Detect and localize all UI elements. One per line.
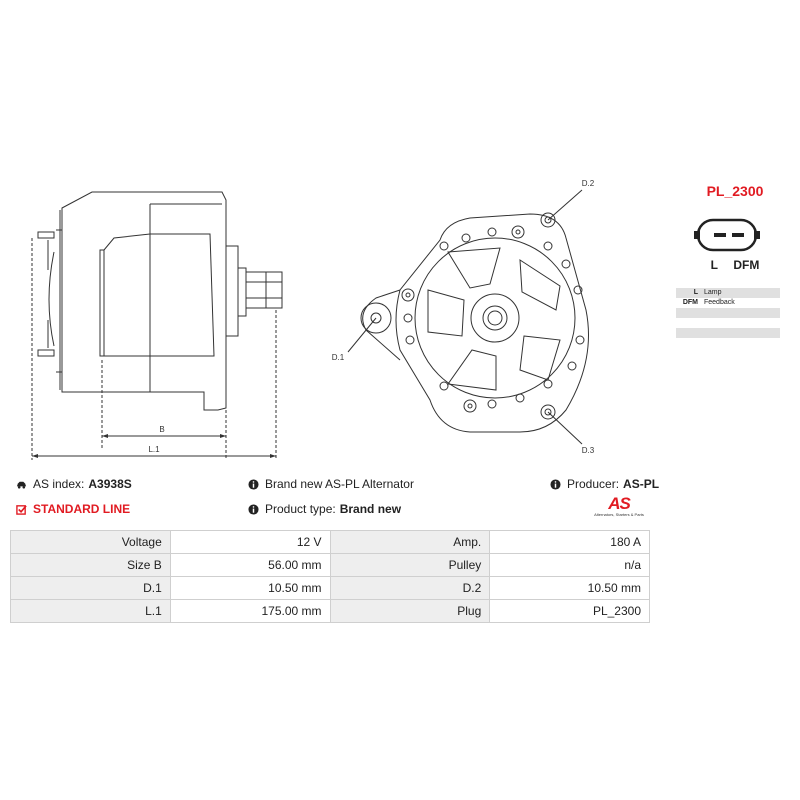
table-row: Voltage 12 V Amp. 180 A: [11, 531, 650, 554]
as-index-label: AS index:: [33, 477, 85, 491]
plug-legend: [676, 288, 780, 338]
dim-d3-label: D.3: [581, 446, 595, 455]
plug-connector-icon: [694, 216, 764, 254]
plug-pin-dfm: DFM: [733, 258, 760, 272]
legend-row: [676, 318, 780, 328]
as-index-value: A3938S: [88, 477, 132, 491]
legend-row: [676, 328, 780, 338]
plug-code: PL_2300: [706, 183, 764, 199]
table-row: L.1 175.00 mm Plug PL_2300: [11, 600, 650, 623]
info-icon: [248, 479, 259, 490]
logo-tagline: Alternators, Starters & Parts: [594, 512, 644, 517]
table-row: Size B 56.00 mm Pulley n/a: [11, 554, 650, 577]
description-text: Brand new AS-PL Alternator: [265, 477, 414, 491]
legend-row: [676, 308, 780, 318]
as-index: [16, 477, 132, 491]
table-row: D.1 10.50 mm D.2 10.50 mm: [11, 577, 650, 600]
dim-d2-label: D.2: [581, 179, 595, 188]
producer-value: AS-PL: [623, 477, 660, 491]
legend-row: DFM Feedback: [676, 298, 780, 308]
standard-line-label: STANDARD LINE: [33, 502, 131, 516]
product-type-label: Product type:: [265, 502, 336, 516]
plug-pins: [680, 258, 790, 272]
info-icon: [248, 504, 259, 515]
spec-table: [10, 530, 650, 623]
dim-d1-label: D.1: [331, 353, 345, 362]
logo-mark: AS: [608, 494, 630, 513]
product-type: [248, 502, 401, 516]
dim-l1-label: L.1: [148, 445, 160, 454]
legend-row: L Lamp: [676, 288, 780, 298]
product-type-value: Brand new: [339, 502, 402, 516]
as-pl-logo: [586, 494, 652, 517]
dim-b-label: B: [159, 425, 165, 434]
standard-line: [16, 502, 130, 516]
info-icon: [550, 479, 561, 490]
producer: [550, 477, 659, 491]
producer-label: Producer:: [567, 477, 620, 491]
car-icon: [16, 479, 27, 490]
plug-pin-l: L: [710, 258, 718, 272]
checkbox-icon: [16, 504, 27, 515]
description: [248, 477, 414, 491]
